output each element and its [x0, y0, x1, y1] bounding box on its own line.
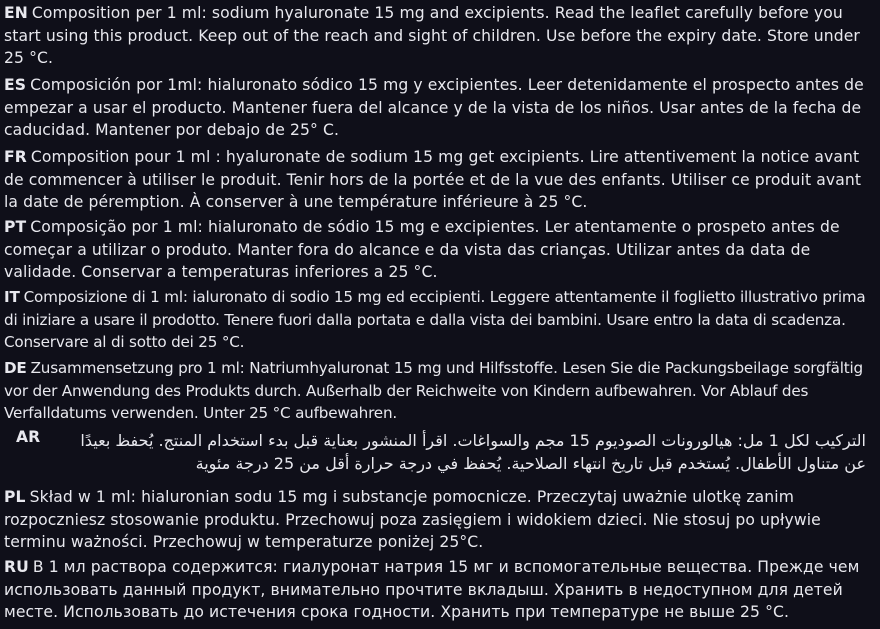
language-code: PL: [4, 488, 26, 506]
block-text: Composition pour 1 ml : hyaluronate de sodium 15 mg get excipients. Lire attentivement la notice avant de commencer à utiliser le produit. Tenir hors de la portée et de la vue des enfants. Utiliser ce produit avant la date de péremption. À conserver à une température inférieure à 25 °C.: [4, 148, 862, 211]
block-text: В 1 мл раствора содержится: гиалуронат натрия 15 мг и вспомогательные вещества. Прежде чем использовать данный продукт, внимательно прочтите вкладыш. Хранить в недоступном для детей месте. Использовать до истечения срока годности. Хранить при температуре не выше 25 °C.: [4, 558, 860, 621]
language-code: DE: [4, 359, 27, 377]
text-block-pt: [4, 216, 866, 284]
block-text: Zusammensetzung pro 1 ml: Natriumhyaluronat 15 mg und Hilfsstoffe. Lesen Sie die Packungsbeilage sorgfältig vor der Anwendung des Produkts durch. Außerhalb der Reichweite von Kindern aufbewahren. Vor Ablauf des Verfalldatums verwenden. Unter 25 °C aufbewahren.: [4, 359, 863, 422]
block-text: Composizione di 1 ml: ialuronato di sodio 15 mg ed eccipienti. Leggere attentamente il foglietto illustrativo prima di iniziare a usare il prodotto. Tenere fuori dalla portata e dalla vista dei bambini. Usare entro la data di scadenza. Conservare al di sotto dei 25 °C.: [4, 288, 866, 351]
block-text: Composição por 1 ml: hialuronato de sódio 15 mg e excipientes. Ler atentamente o prospeto antes de começar a utilizar o produto. Manter fora do alcance e da vista das crianças. Utilizar antes da data de validade. Conservar a temperaturas inferiores a 25 °C.: [4, 218, 840, 281]
text-block-it: [4, 286, 866, 354]
text-block-es: [4, 74, 866, 142]
text-block-en: [4, 2, 866, 70]
block-text: التركيب لكل 1 مل: هيالورونات الصوديوم 15 مجم والسواغات. اقرأ المنشور بعناية قبل بدء استخدام المنتج. يُحفظ بعيدًا عن متناول الأطفال. يُستخدم قبل تاريخ انتهاء الصلاحية. يُحفظ في درجة حرارة أقل من 25 درجة مئوية: [80, 431, 866, 473]
language-code: PT: [4, 218, 27, 236]
language-code: IT: [4, 288, 20, 306]
language-code: AR: [16, 428, 41, 446]
text-block-ar: [4, 430, 866, 475]
language-code: ES: [4, 76, 27, 94]
block-text: Composition per 1 ml: sodium hyaluronate 15 mg and excipients. Read the leaflet carefully before you start using this product. Keep out of the reach and sight of children. Use before the expiry date. Store under 25 °C.: [4, 4, 860, 67]
language-code: FR: [4, 148, 27, 166]
text-block-de: [4, 357, 866, 425]
language-code: EN: [4, 4, 28, 22]
block-text: Composición por 1ml: hialuronato sódico 15 mg y excipientes. Leer detenidamente el prospecto antes de empezar a usar el producto. Mantener fuera del alcance y de la vista de los niños. Usar antes de la fecha de caducidad. Mantener por debajo de 25° C.: [4, 76, 864, 139]
block-text: Skład w 1 ml: hialuronian sodu 15 mg i substancje pomocnicze. Przeczytaj uważnie ulotkę zanim rozpoczniesz stosowanie produktu. Przechowuj poza zasięgiem i widokiem dzieci. Nie stosuj po upływie terminu ważności. Przechowuj w temperaturze poniżej 25°C.: [4, 488, 821, 551]
text-block-pl: [4, 486, 866, 554]
language-code: RU: [4, 558, 29, 576]
text-block-fr: [4, 146, 866, 214]
text-block-ru: [4, 556, 866, 624]
